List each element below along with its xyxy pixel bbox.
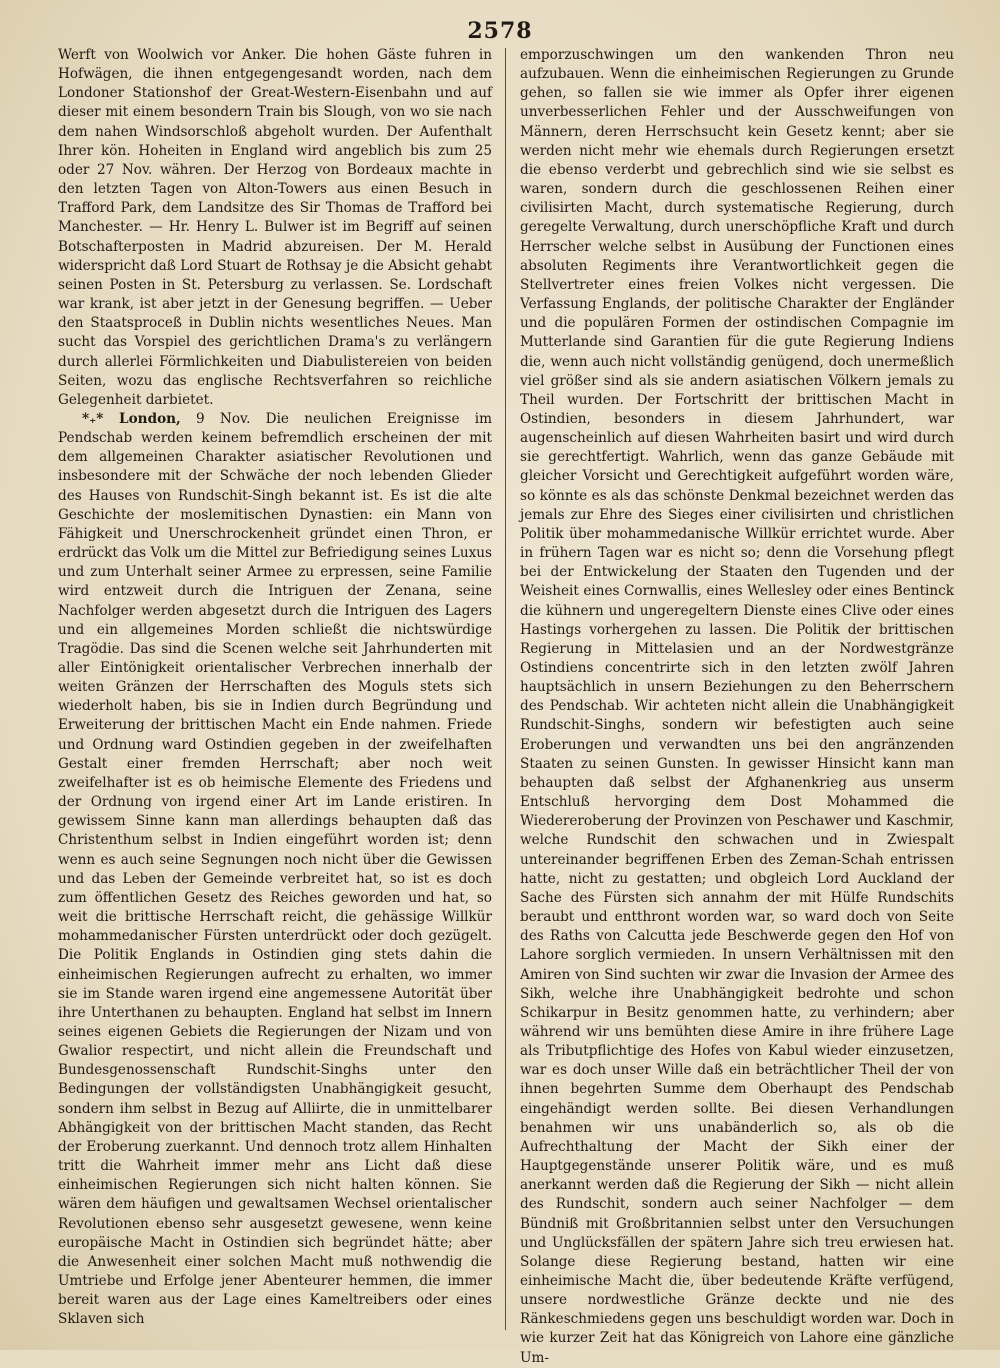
dateline: *₊* London, — [82, 410, 181, 427]
dateline-date: 9 Nov. — [196, 410, 251, 427]
right-column — [520, 46, 954, 1368]
page-number: 2578 — [467, 18, 533, 44]
london-article — [58, 410, 492, 1330]
article-continuation-right: emporzuschwingen um den wankenden Thron neu aufzubauen. Wenn die einheimischen Regierungen zu Grunde gehen, so fallen sie wie immer als Opfer ihrer eigenen unverbesserlichen Fehler und der Ausschweifungen von Männern, deren Herrschsucht kein Gesetz kennt; aber sie werden nicht mehr wie ehemals durch Regierungen ersetzt die ebenso verderbt und gebrechlich sind wie sie selbst es waren, sondern durch die geschlossenen Reihen einer civilisirten Macht, durch systematische Regierung, durch geregelte Verwaltung, durch unerschöpfliche Kraft und durch Herrscher welche selbst in Ausübung der Functionen eines absoluten Regiments ihre Verantwortlichkeit gegen die Stellvertreter eines freien Volkes nicht vergessen. Die Verfassung Englands, der politische Charakter der Engländer und die populären Formen der ostindischen Compagnie im Mutterlande sind Garantien für die gute Regierung Indiens die, wenn auch nicht vollständig genügend, doch unermeßlich viel größer sind als sie andern asiatischen Völkern jemals zu Theil wurden. Der Fortschritt der brittischen Macht in Ostindien, besonders in diesem Jahrhundert, war augenscheinlich auf diesen Wahrheiten basirt und wird durch sie gerechtfertigt. Wahrlich, wenn das ganze Gebäude mit gleicher Vorsicht und Gerechtigkeit aufgeführt worden wäre, so könnte es als das schönste Denkmal bezeichnet werden das jemals zur Ehre des Sieges einer civilisirten und christlichen Politik über mohammedanische Willkür errichtet wurde. Aber in frühern Tagen war es nicht so; denn die Vorsehung pflegt bei der Entwickelung der Staaten den Tugenden und der Weisheit eines Cornwallis, eines Wellesley oder eines Bentinck die kühnern und ungeregeltern Dienste eines Clive oder eines Hastings vorhergehen zu lassen. Die Politik der brittischen Regierung in Mittelasien und an der Nordwestgränze Ostindiens concentrirte sich in den letzten zwölf Jahren hauptsächlich in unsern Beziehungen zu den Beherrschern des Pendschab. Wir achteten nicht allein die Unabhängigkeit Rundschit-Singhs, sondern wir befestigten auch seine Eroberungen und verwandten uns bei den angränzenden Staaten zu seinen Gunsten. In gewisser Hinsicht kann man behaupten daß selbst der Afghanenkrieg aus unserm Entschluß hervorging dem Dost Mohammed die Wiedereroberung der Provinzen von Peschawer und Kaschmir, welche Rundschit den schwachen und in Zwiespalt untereinander begriffenen Erben des Zeman-Schah entrissen hatte, nicht zu gestatten; und obgleich Lord Auckland der Sache des Fürsten sich annahm der mit Hülfe Rundschits beraubt und entthront worden war, so ward doch von Seite des Raths von Calcutta jede Beschwerde gegen den Hof von Lahore sorglich vermieden. In unsern Verhältnissen mit den Amiren von Sind suchten wir zwar die Invasion der Armee des Sikh, welche ihre Unabhängigkeit bedrohte und schon Schikarpur in Besitz genommen hatte, zu verhindern; aber während wir uns bemühten diese Amire in ihre frühere Lage als Tributpflichtige des Hofes von Kabul wieder einzusetzen, war es doch unser Wille daß ein beträchtlicher Theil der von ihnen begehrten Summe dem Oberhaupt des Pendschab eingehändigt werden sollte. Bei diesen Verhandlungen benahmen wir uns unabänderlich so, als ob die Aufrechthaltung der Macht der Sikh einer der Hauptgegenstände unserer Politik wäre, und es muß anerkannt werden daß die Regierung der Sikh — nicht allein des Rundschit, sondern auch seiner Nachfolger — dem Bündniß mit Großbritannien selbst unter den Versuchungen und Unglücksfällen der spätern Jahre sich treu erwiesen hat. Solange diese Regierung bestand, hatten wir eine einheimische Macht die, über bedeutende Kräfte verfügend, unsere nordwestliche Gränze deckte und nie des Ränkeschmiedens gegen uns beschuldigt worden war. Doch in wie kurzer Zeit hat das Königreich von Lahore eine gänzliche Um- — [520, 47, 954, 1366]
column-divider — [505, 48, 506, 1330]
article-continuation: Werft von Woolwich vor Anker. Die hohen Gäste fuhren in Hofwägen, die ihnen entgegengesandt worden, nach dem Londoner Stationshof der Great-Western-Eisenbahn und auf dieser mit einem besondern Train bis Slough, von wo sie nach dem nahen Windsorschloß abgeholt wurden. Der Aufenthalt Ihrer kön. Hoheiten in England wird angeblich bis zum 25 oder 27 Nov. währen. Der Herzog von Bordeaux machte in den letzten Tagen von Alton-Towers aus einen Besuch in Trafford Park, dem Landsitze des Sir Thomas de Trafford bei Manchester. — Hr. Henry L. Bulwer ist im Begriff auf seinen Botschafterposten in Madrid abzureisen. Der M. Herald widerspricht daß Lord Stuart de Rothsay je die Absicht gehabt seinen Posten in St. Petersburg zu verlassen. Se. Lordschaft war krank, ist aber jetzt in der Genesung begriffen. — Ueber den Staatsproceß in Dublin nichts wesentliches Neues. Man sucht das Vorspiel des gerichtlichen Drama's zu verlängern durch allerlei Förmlichkeiten und Diabulistereien von beiden Seiten, wozu das englische Rechtsverfahren so reichliche Gelegenheit darbietet. — [58, 47, 492, 408]
london-article-body: Die neulichen Ereignisse im Pendschab werden keinem befremdlich erscheinen der mit dem allgemeinen Charakter asiatischer Revolutionen und insbesondere mit der Schwäche der noch lebenden Glieder des Hauses von Rundschit-Singh bekannt ist. Es ist die alte Geschichte der moslemitischen Dynastien: ein Mann von Fähigkeit und Unerschrockenheit gründet einen Thron, er erdrückt das Volk um die Mittel zur Befriedigung seines Luxus und zum Unterhalt seiner Armee zu erpressen, seine Familie wird entzweit durch die Intriguen der Zenana, seine Nachfolger werden abgesetzt durch die Intriguen des Lagers und ein allgemeines Morden schließt die nichtswürdige Tragödie. Das sind die Scenen welche seit Jahrhunderten mit aller Eintönigkeit orientalischer Verbrechen innerhalb der weiten Gränzen der Herrschaften des Moguls stets sich wiederholt haben, bis sie in Indien durch Begründung und Erweiterung der brittischen Macht ein Ende nahmen. Friede und Ordnung ward Ostindien gegeben in der zweifelhaften Gestalt einer fremden Herrschaft; aber noch weit zweifelhafter ist es ob heimische Elemente des Friedens und der Ordnung von irgend einer Art im Lande eristiren. In gewissem Sinne kann man allerdings behaupten daß das Christenthum selbst in Indien eingeführt worden ist; denn wenn es auch seine Segnungen noch nicht über die Gewissen und das Leben der Gemeinde verbreitet hat, so ist es doch zum öffentlichen Gesetz des Reiches geworden und hat, so weit die brittische Herrschaft reicht, die gehässige Willkür mohammedanischer Fürsten unterdrückt oder doch gezügelt. Die Politik Englands in Ostindien ging stets dahin die einheimischen Regierungen aufrecht zu erhalten, wo immer sie im Stande waren irgend eine angemessene Autorität über ihre Unterthanen zu behaupten. England hat selbst im Innern seines eigenen Gebiets die Regierungen der Nizam und von Gwalior respectirt, und nicht allein die Freundschaft und Bundesgenossenschaft Rundschit-Singhs unter den Bedingungen der vollständigsten Unabhängigkeit gesucht, sondern ihm selbst in Bezug auf Alliirte, die in unmittelbarer Abhängigkeit von der brittischen Macht standen, das Recht der Eroberung zuerkannt. Und dennoch trotz allem Hinhalten tritt die Wahrheit immer mehr ans Licht daß diese einheimischen Regierungen sich nicht halten können. Sie wären dem häufigen und gewaltsamen Wechsel orientalischer Revolutionen ebenso sehr ausgesetzt gewesene, wenn keine europäische Macht in Ostindien sich begründet hätte; aber die Anwesenheit einer solchen Macht muß nothwendig die Umtriebe und Erfolge jener Abenteurer hemmen, die immer bereit waren aus der Lage eines Kameltreibers oder eines Sklaven sich — [58, 410, 493, 1328]
left-column — [58, 46, 492, 1329]
